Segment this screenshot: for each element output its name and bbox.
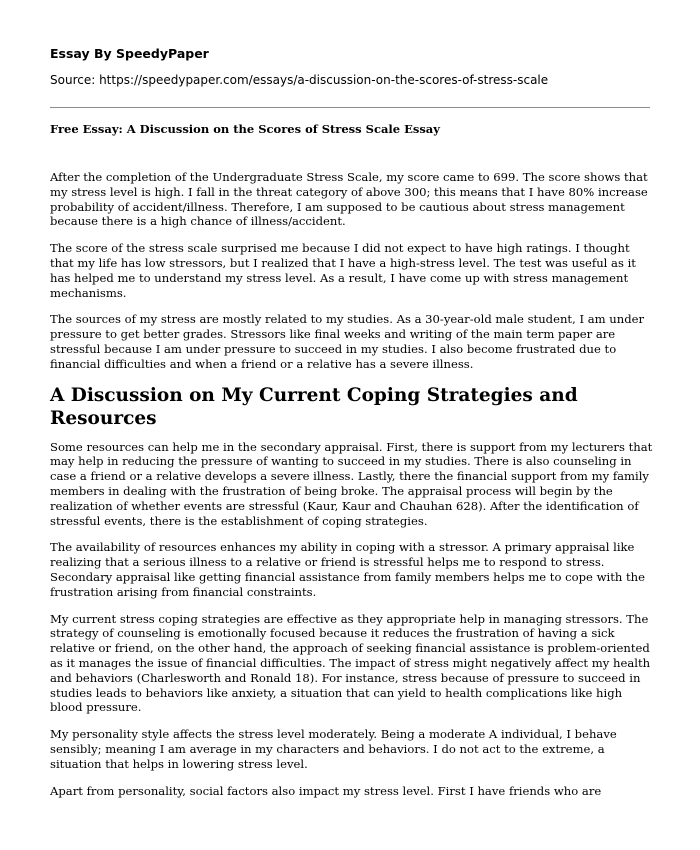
essay-paragraph: Apart from personality, social factors also impact my stress level. First I have friends who are — [50, 783, 602, 798]
essay-paragraph: Some resources can help me in the secondary appraisal. First, there is support from my lecturers that may help in reducing the pressure of wanting to succeed in my studies. There is also counseling in case a friend or a relative develops a severe illness. Lastly, there the financial support from my family members in dealing with the frustration of being broke. The appraisal process will begin by the realization of whether events are stressful (Kaur, Kaur and Chauhan 628). After the identification of stressful events, there is the establishment of coping strategies. — [50, 439, 653, 528]
section-heading: A Discussion on My Current Coping Strategies and Resources — [50, 384, 578, 429]
essay-paragraph: My current stress coping strategies are effective as they appropriate help in managing stressors. The strategy of counseling is emotionally focused because it reduces the frustration of having a sick relative or friend, on the other hand, the approach of seeking financial assistance is problem-oriented as it manages the issue of financial difficulties. The impact of stress might negatively affect my health and behaviors (Charlesworth and Ronald 18). For instance, stress because of pressure to succeed in studies leads to behaviors like anxiety, a situation that can yield to health complications like high blood pressure. — [50, 611, 651, 715]
essay-paragraph: After the completion of the Undergraduate Stress Scale, my score came to 699. The score shows that my stress level is high. I fall in the threat category of above 300; this means that I have 80% increase probability of accident/illness. Therefore, I am supposed to be cautious about stress management because there is a high chance of illness/accident. — [50, 170, 648, 229]
brand-title: Essay By SpeedyPaper — [50, 46, 209, 61]
essay-paragraph: The sources of my stress are mostly related to my studies. As a 30-year-old male student, I am under pressure to get better grades. Stressors like final weeks and writing of the main term paper are stressful because I am under pressure to succeed in my studies. I also become frustrated due to financial difficulties and when a friend or a relative has a severe illness. — [50, 312, 645, 371]
essay-paragraph: My personality style affects the stress level moderately. Being a moderate A individual, I behave sensibly; meaning I am average in my characters and behaviors. I do not act to the extreme, a situation that helps in lowering stress level. — [50, 727, 617, 771]
essay-body — [50, 170, 654, 810]
essay-paragraph: The score of the stress scale surprised me because I did not expect to have high ratings. I thought that my life has low stressors, but I realized that I have a high-stress level. The test was useful as it has helped me to understand my stress level. As a result, I have come up with stress management mechanisms. — [50, 241, 636, 300]
source-url: Source: https://speedypaper.com/essays/a-discussion-on-the-scores-of-stress-scale — [50, 73, 549, 87]
essay-paragraph: The availability of resources enhances my ability in coping with a stressor. A primary appraisal like realizing that a serious illness to a relative or friend is stressful helps me to respond to stress. Secondary appraisal like getting financial assistance from family members helps me to cope with the frustration arising from financial constraints. — [50, 540, 646, 599]
essay-title: Free Essay: A Discussion on the Scores of Stress Scale Essay — [50, 122, 440, 136]
header-divider — [50, 107, 650, 108]
